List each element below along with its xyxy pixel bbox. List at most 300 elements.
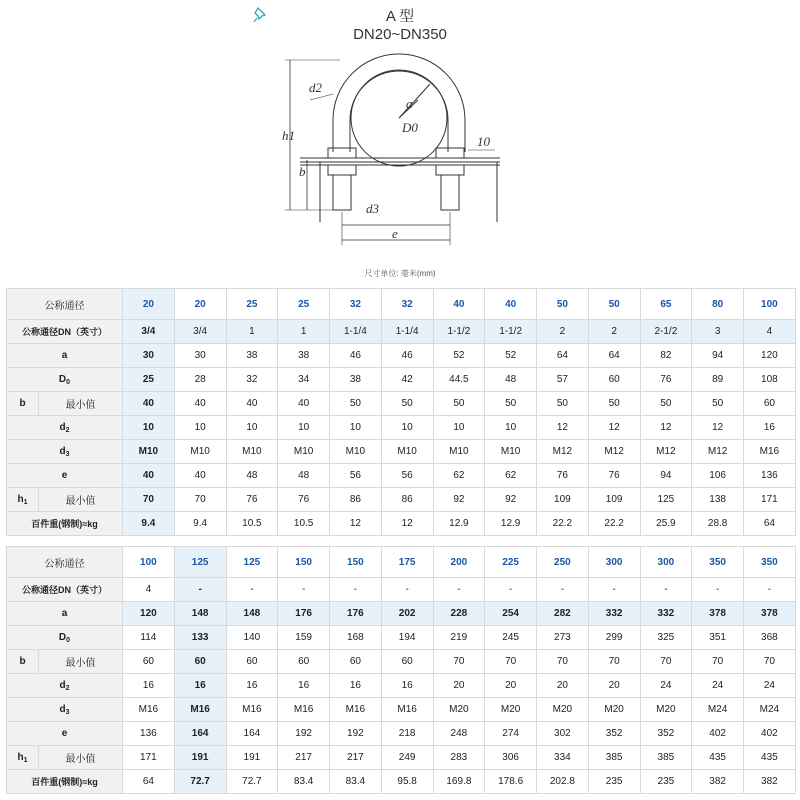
table-cell: M16 <box>123 698 175 722</box>
table-cell: 28.8 <box>692 512 744 536</box>
h1-label: h1 <box>282 128 295 143</box>
table-cell: 176 <box>330 602 382 626</box>
table-cell: 32 <box>330 289 382 320</box>
table-cell: M20 <box>588 698 640 722</box>
table-cell: 86 <box>330 488 382 512</box>
table-cell: 200 <box>433 547 485 578</box>
label-min: 最小值 <box>39 488 123 512</box>
u-bolt-drawing <box>0 0 800 270</box>
table-cell: 25.9 <box>640 512 692 536</box>
row-h1-min <box>7 488 796 512</box>
table-cell: 56 <box>330 464 382 488</box>
table-cell: 12 <box>640 416 692 440</box>
table-cell: 1 <box>226 320 278 344</box>
table-cell: 76 <box>226 488 278 512</box>
row-b-min <box>7 392 796 416</box>
row-h1-min <box>7 746 796 770</box>
table-cell: 385 <box>588 746 640 770</box>
table-cell: 10 <box>123 416 175 440</box>
table-cell: 30 <box>123 344 175 368</box>
table-cell: 94 <box>692 344 744 368</box>
table-cell: 235 <box>640 770 692 794</box>
table-cell: 60 <box>381 650 433 674</box>
table-cell: 16 <box>330 674 382 698</box>
table-cell: M10 <box>330 440 382 464</box>
table-cell: 76 <box>588 464 640 488</box>
table-cell: 402 <box>744 722 796 746</box>
table-cell: 76 <box>537 464 589 488</box>
table-cell: - <box>174 578 226 602</box>
table-cell: 12 <box>692 416 744 440</box>
table-cell: 245 <box>485 626 537 650</box>
table-cell: 2-1/2 <box>640 320 692 344</box>
table-cell: 40 <box>278 392 330 416</box>
table-cell: 60 <box>330 650 382 674</box>
table-cell: 150 <box>330 547 382 578</box>
range-label: DN20~DN350 <box>353 26 447 43</box>
table-cell: 40 <box>174 392 226 416</box>
table-cell: 171 <box>744 488 796 512</box>
label-h1: $h_1$ <box>7 746 39 770</box>
table-cell: 38 <box>278 344 330 368</box>
table-cell: 109 <box>588 488 640 512</box>
table-cell: 10 <box>330 416 382 440</box>
e-label: e <box>392 226 398 241</box>
row-weight <box>7 512 796 536</box>
table-cell: M12 <box>640 440 692 464</box>
row-weight <box>7 770 796 794</box>
table-cell: 325 <box>640 626 692 650</box>
table-cell: 169.8 <box>433 770 485 794</box>
table-cell: 57 <box>537 368 589 392</box>
table-cell: 60 <box>278 650 330 674</box>
type-label: A 型 <box>385 8 415 25</box>
table-cell: - <box>485 578 537 602</box>
label-weight: 百件重(钢制)≈kg <box>7 770 123 794</box>
table-cell: 70 <box>485 650 537 674</box>
d3-label: d3 <box>366 201 379 216</box>
table-cell: 1-1/4 <box>381 320 433 344</box>
label-b: b <box>7 650 39 674</box>
table-cell: 52 <box>485 344 537 368</box>
table-cell: - <box>433 578 485 602</box>
table-cell: 10 <box>174 416 226 440</box>
table-cell: 50 <box>433 392 485 416</box>
d2-label: d2 <box>309 80 322 95</box>
table-cell: 52 <box>433 344 485 368</box>
table-cell: 164 <box>226 722 278 746</box>
label-a: a <box>7 344 123 368</box>
table-cell: 25 <box>226 289 278 320</box>
table-cell: 16 <box>174 674 226 698</box>
table-cell: 435 <box>692 746 744 770</box>
spec-table-1 <box>6 288 796 536</box>
table-cell: M24 <box>692 698 744 722</box>
table-cell: 148 <box>226 602 278 626</box>
table-cell: 217 <box>278 746 330 770</box>
table-cell: 1-1/2 <box>485 320 537 344</box>
label-h1: $h_1$ <box>7 488 39 512</box>
row-dn-inch <box>7 320 796 344</box>
d0-label: D0 <box>402 120 418 135</box>
table-cell: - <box>744 578 796 602</box>
table-cell: 20 <box>588 674 640 698</box>
label-weight: 百件重(钢制)≈kg <box>7 512 123 536</box>
table-cell: - <box>640 578 692 602</box>
table-cell: 175 <box>381 547 433 578</box>
table-cell: 282 <box>537 602 589 626</box>
table-cell: 402 <box>692 722 744 746</box>
table-cell: 22.2 <box>537 512 589 536</box>
table-cell: 62 <box>485 464 537 488</box>
table-cell: 352 <box>640 722 692 746</box>
table-cell: 40 <box>123 464 175 488</box>
table-cell: 350 <box>692 547 744 578</box>
table-cell: 48 <box>485 368 537 392</box>
table-cell: 64 <box>744 512 796 536</box>
table-cell: 352 <box>588 722 640 746</box>
table-cell: 332 <box>640 602 692 626</box>
table-cell: 64 <box>123 770 175 794</box>
label-d2: $d_2$ <box>7 674 123 698</box>
table-cell: 44.5 <box>433 368 485 392</box>
table-cell: 217 <box>330 746 382 770</box>
table-cell: 202.8 <box>537 770 589 794</box>
table-cell: 20 <box>433 674 485 698</box>
table-cell: 86 <box>381 488 433 512</box>
table-cell: 42 <box>381 368 433 392</box>
table-cell: M16 <box>744 440 796 464</box>
table-cell: 46 <box>381 344 433 368</box>
label-dn-inch: 公称通径DN（英寸） <box>7 320 123 344</box>
table-cell: 40 <box>433 289 485 320</box>
table-cell: 89 <box>692 368 744 392</box>
table-cell: 50 <box>588 289 640 320</box>
table-cell: 9.4 <box>123 512 175 536</box>
table-cell: 82 <box>640 344 692 368</box>
table-cell: 435 <box>744 746 796 770</box>
table-cell: 219 <box>433 626 485 650</box>
table-cell: 140 <box>226 626 278 650</box>
table-cell: 12 <box>381 512 433 536</box>
table-cell: M24 <box>744 698 796 722</box>
table-cell: 159 <box>278 626 330 650</box>
table-cell: 334 <box>537 746 589 770</box>
table-cell: 228 <box>433 602 485 626</box>
table-cell: 351 <box>692 626 744 650</box>
table-cell: 40 <box>485 289 537 320</box>
table-cell: 108 <box>744 368 796 392</box>
table-cell: 10 <box>226 416 278 440</box>
table-cell: 40 <box>226 392 278 416</box>
label-nominal: 公称通径 <box>7 547 123 578</box>
table-cell: 3/4 <box>174 320 226 344</box>
row-d0 <box>7 368 796 392</box>
table-cell: 368 <box>744 626 796 650</box>
table-cell: 65 <box>640 289 692 320</box>
table-cell: 20 <box>123 289 175 320</box>
table-cell: 60 <box>744 392 796 416</box>
table-cell: 194 <box>381 626 433 650</box>
row-b-min <box>7 650 796 674</box>
table-cell: 50 <box>692 392 744 416</box>
table-cell: 300 <box>588 547 640 578</box>
table-cell: 83.4 <box>278 770 330 794</box>
table-cell: - <box>278 578 330 602</box>
table-cell: M20 <box>433 698 485 722</box>
table-cell: 12 <box>330 512 382 536</box>
b-label: b <box>299 164 306 179</box>
row-d2 <box>7 416 796 440</box>
label-d3: $d_3$ <box>7 440 123 464</box>
table-cell: 60 <box>123 650 175 674</box>
table-cell: 60 <box>174 650 226 674</box>
table-cell: 92 <box>433 488 485 512</box>
table-cell: 302 <box>537 722 589 746</box>
table-cell: 12.9 <box>433 512 485 536</box>
table-cell: 249 <box>381 746 433 770</box>
table-cell: 20 <box>485 674 537 698</box>
table-cell: 48 <box>226 464 278 488</box>
table-cell: 95.8 <box>381 770 433 794</box>
table-cell: 382 <box>744 770 796 794</box>
a-label: a <box>406 96 413 111</box>
table-cell: 10 <box>381 416 433 440</box>
table-cell: 64 <box>537 344 589 368</box>
table-cell: 40 <box>123 392 175 416</box>
row-e <box>7 464 796 488</box>
table-cell: 164 <box>174 722 226 746</box>
table-cell: 16 <box>744 416 796 440</box>
table-cell: 24 <box>640 674 692 698</box>
table-cell: 1 <box>278 320 330 344</box>
label-min: 最小值 <box>39 392 123 416</box>
table-cell: 50 <box>381 392 433 416</box>
row-dn-inch <box>7 578 796 602</box>
table-cell: 76 <box>278 488 330 512</box>
table-cell: 46 <box>330 344 382 368</box>
table-cell: 70 <box>537 650 589 674</box>
table-cell: M10 <box>485 440 537 464</box>
label-e: e <box>7 722 123 746</box>
table-cell: M16 <box>174 698 226 722</box>
table-cell: 235 <box>588 770 640 794</box>
table-cell: 70 <box>692 650 744 674</box>
table-cell: 125 <box>640 488 692 512</box>
table-cell: M16 <box>278 698 330 722</box>
table-cell: M10 <box>278 440 330 464</box>
table-cell: 191 <box>174 746 226 770</box>
table-cell: 168 <box>330 626 382 650</box>
row-d2 <box>7 674 796 698</box>
table-cell: - <box>692 578 744 602</box>
table-cell: 136 <box>123 722 175 746</box>
ten-label: 10 <box>477 134 490 149</box>
table-cell: 20 <box>537 674 589 698</box>
table-cell: M10 <box>174 440 226 464</box>
table-cell: M10 <box>433 440 485 464</box>
table-cell: 4 <box>123 578 175 602</box>
table-cell: 94 <box>640 464 692 488</box>
table-cell: 378 <box>744 602 796 626</box>
spec-table-2 <box>6 546 796 794</box>
table-cell: M16 <box>381 698 433 722</box>
table-cell: 12 <box>537 416 589 440</box>
table-cell: 283 <box>433 746 485 770</box>
table-cell: 56 <box>381 464 433 488</box>
table-cell: 106 <box>692 464 744 488</box>
row-nominal <box>7 289 796 320</box>
label-d0: $D_0$ <box>7 368 123 392</box>
table-cell: 138 <box>692 488 744 512</box>
table-cell: 10 <box>278 416 330 440</box>
table-cell: 70 <box>744 650 796 674</box>
table-cell: 3/4 <box>123 320 175 344</box>
table-cell: 332 <box>588 602 640 626</box>
table-cell: 25 <box>278 289 330 320</box>
table-cell: 80 <box>692 289 744 320</box>
table-cell: 306 <box>485 746 537 770</box>
table-cell: 28 <box>174 368 226 392</box>
table-cell: 25 <box>123 368 175 392</box>
table-cell: 83.4 <box>330 770 382 794</box>
table-cell: 120 <box>123 602 175 626</box>
table-cell: 24 <box>744 674 796 698</box>
table-cell: 192 <box>330 722 382 746</box>
table-cell: 100 <box>744 289 796 320</box>
table-cell: 382 <box>692 770 744 794</box>
table-cell: M12 <box>588 440 640 464</box>
table-cell: 2 <box>588 320 640 344</box>
table-cell: 16 <box>226 674 278 698</box>
table-cell: 50 <box>537 392 589 416</box>
table-cell: 48 <box>278 464 330 488</box>
label-d3: $d_3$ <box>7 698 123 722</box>
table-cell: 2 <box>537 320 589 344</box>
table-cell: - <box>537 578 589 602</box>
table-cell: 76 <box>640 368 692 392</box>
table-cell: M10 <box>226 440 278 464</box>
table-cell: 191 <box>226 746 278 770</box>
table-cell: 378 <box>692 602 744 626</box>
table-cell: 299 <box>588 626 640 650</box>
table-cell: M20 <box>640 698 692 722</box>
table-cell: 30 <box>174 344 226 368</box>
table-cell: 70 <box>588 650 640 674</box>
table-cell: 385 <box>640 746 692 770</box>
unit-note: 尺寸单位: 毫米(mm) <box>364 269 436 278</box>
table-cell: 32 <box>226 368 278 392</box>
table-cell: 50 <box>588 392 640 416</box>
table-cell: 125 <box>226 547 278 578</box>
table-cell: 70 <box>640 650 692 674</box>
table-cell: 62 <box>433 464 485 488</box>
table-cell: 274 <box>485 722 537 746</box>
table-cell: 16 <box>278 674 330 698</box>
table-cell: 171 <box>123 746 175 770</box>
table-cell: M10 <box>123 440 175 464</box>
row-d3 <box>7 698 796 722</box>
table-cell: M12 <box>537 440 589 464</box>
table-cell: 70 <box>433 650 485 674</box>
table-cell: 225 <box>485 547 537 578</box>
label-b: b <box>7 392 39 416</box>
table-cell: 148 <box>174 602 226 626</box>
table-cell: 250 <box>537 547 589 578</box>
table-cell: 120 <box>744 344 796 368</box>
label-d0: $D_0$ <box>7 626 123 650</box>
table-cell: - <box>330 578 382 602</box>
table-cell: 136 <box>744 464 796 488</box>
table-cell: 50 <box>330 392 382 416</box>
table-cell: 50 <box>537 289 589 320</box>
table-cell: 60 <box>226 650 278 674</box>
table-cell: 72.7 <box>226 770 278 794</box>
table-cell: M20 <box>537 698 589 722</box>
table-cell: 38 <box>226 344 278 368</box>
label-a: a <box>7 602 123 626</box>
table-cell: 50 <box>485 392 537 416</box>
table-cell: 350 <box>744 547 796 578</box>
table-cell: M20 <box>485 698 537 722</box>
table-cell: 248 <box>433 722 485 746</box>
table-cell: 32 <box>381 289 433 320</box>
table-cell: 50 <box>640 392 692 416</box>
table-cell: 70 <box>123 488 175 512</box>
label-min: 最小值 <box>39 650 123 674</box>
row-e <box>7 722 796 746</box>
table-cell: 3 <box>692 320 744 344</box>
table-cell: 218 <box>381 722 433 746</box>
table-cell: 176 <box>278 602 330 626</box>
table-cell: - <box>588 578 640 602</box>
table-cell: 16 <box>123 674 175 698</box>
table-cell: 38 <box>330 368 382 392</box>
table-cell: 254 <box>485 602 537 626</box>
table-cell: 109 <box>537 488 589 512</box>
table-cell: 64 <box>588 344 640 368</box>
table-cell: 12.9 <box>485 512 537 536</box>
row-a <box>7 344 796 368</box>
table-cell: 72.7 <box>174 770 226 794</box>
table-cell: 114 <box>123 626 175 650</box>
table-cell: 60 <box>588 368 640 392</box>
table-cell: 24 <box>692 674 744 698</box>
row-d0 <box>7 626 796 650</box>
table-cell: 273 <box>537 626 589 650</box>
table-cell: M16 <box>226 698 278 722</box>
row-d3 <box>7 440 796 464</box>
label-d2: $d_2$ <box>7 416 123 440</box>
table-cell: 70 <box>174 488 226 512</box>
table-cell: 133 <box>174 626 226 650</box>
table-cell: M12 <box>692 440 744 464</box>
table-cell: M10 <box>381 440 433 464</box>
table-cell: 92 <box>485 488 537 512</box>
table-cell: 10 <box>485 416 537 440</box>
label-dn-inch: 公称通径DN（英寸） <box>7 578 123 602</box>
table-cell: 1-1/4 <box>330 320 382 344</box>
label-nominal: 公称通径 <box>7 289 123 320</box>
table-cell: 9.4 <box>174 512 226 536</box>
row-a <box>7 602 796 626</box>
table-cell: 20 <box>174 289 226 320</box>
table-cell: 40 <box>174 464 226 488</box>
label-min: 最小值 <box>39 746 123 770</box>
table-cell: - <box>226 578 278 602</box>
label-e: e <box>7 464 123 488</box>
table-cell: 4 <box>744 320 796 344</box>
